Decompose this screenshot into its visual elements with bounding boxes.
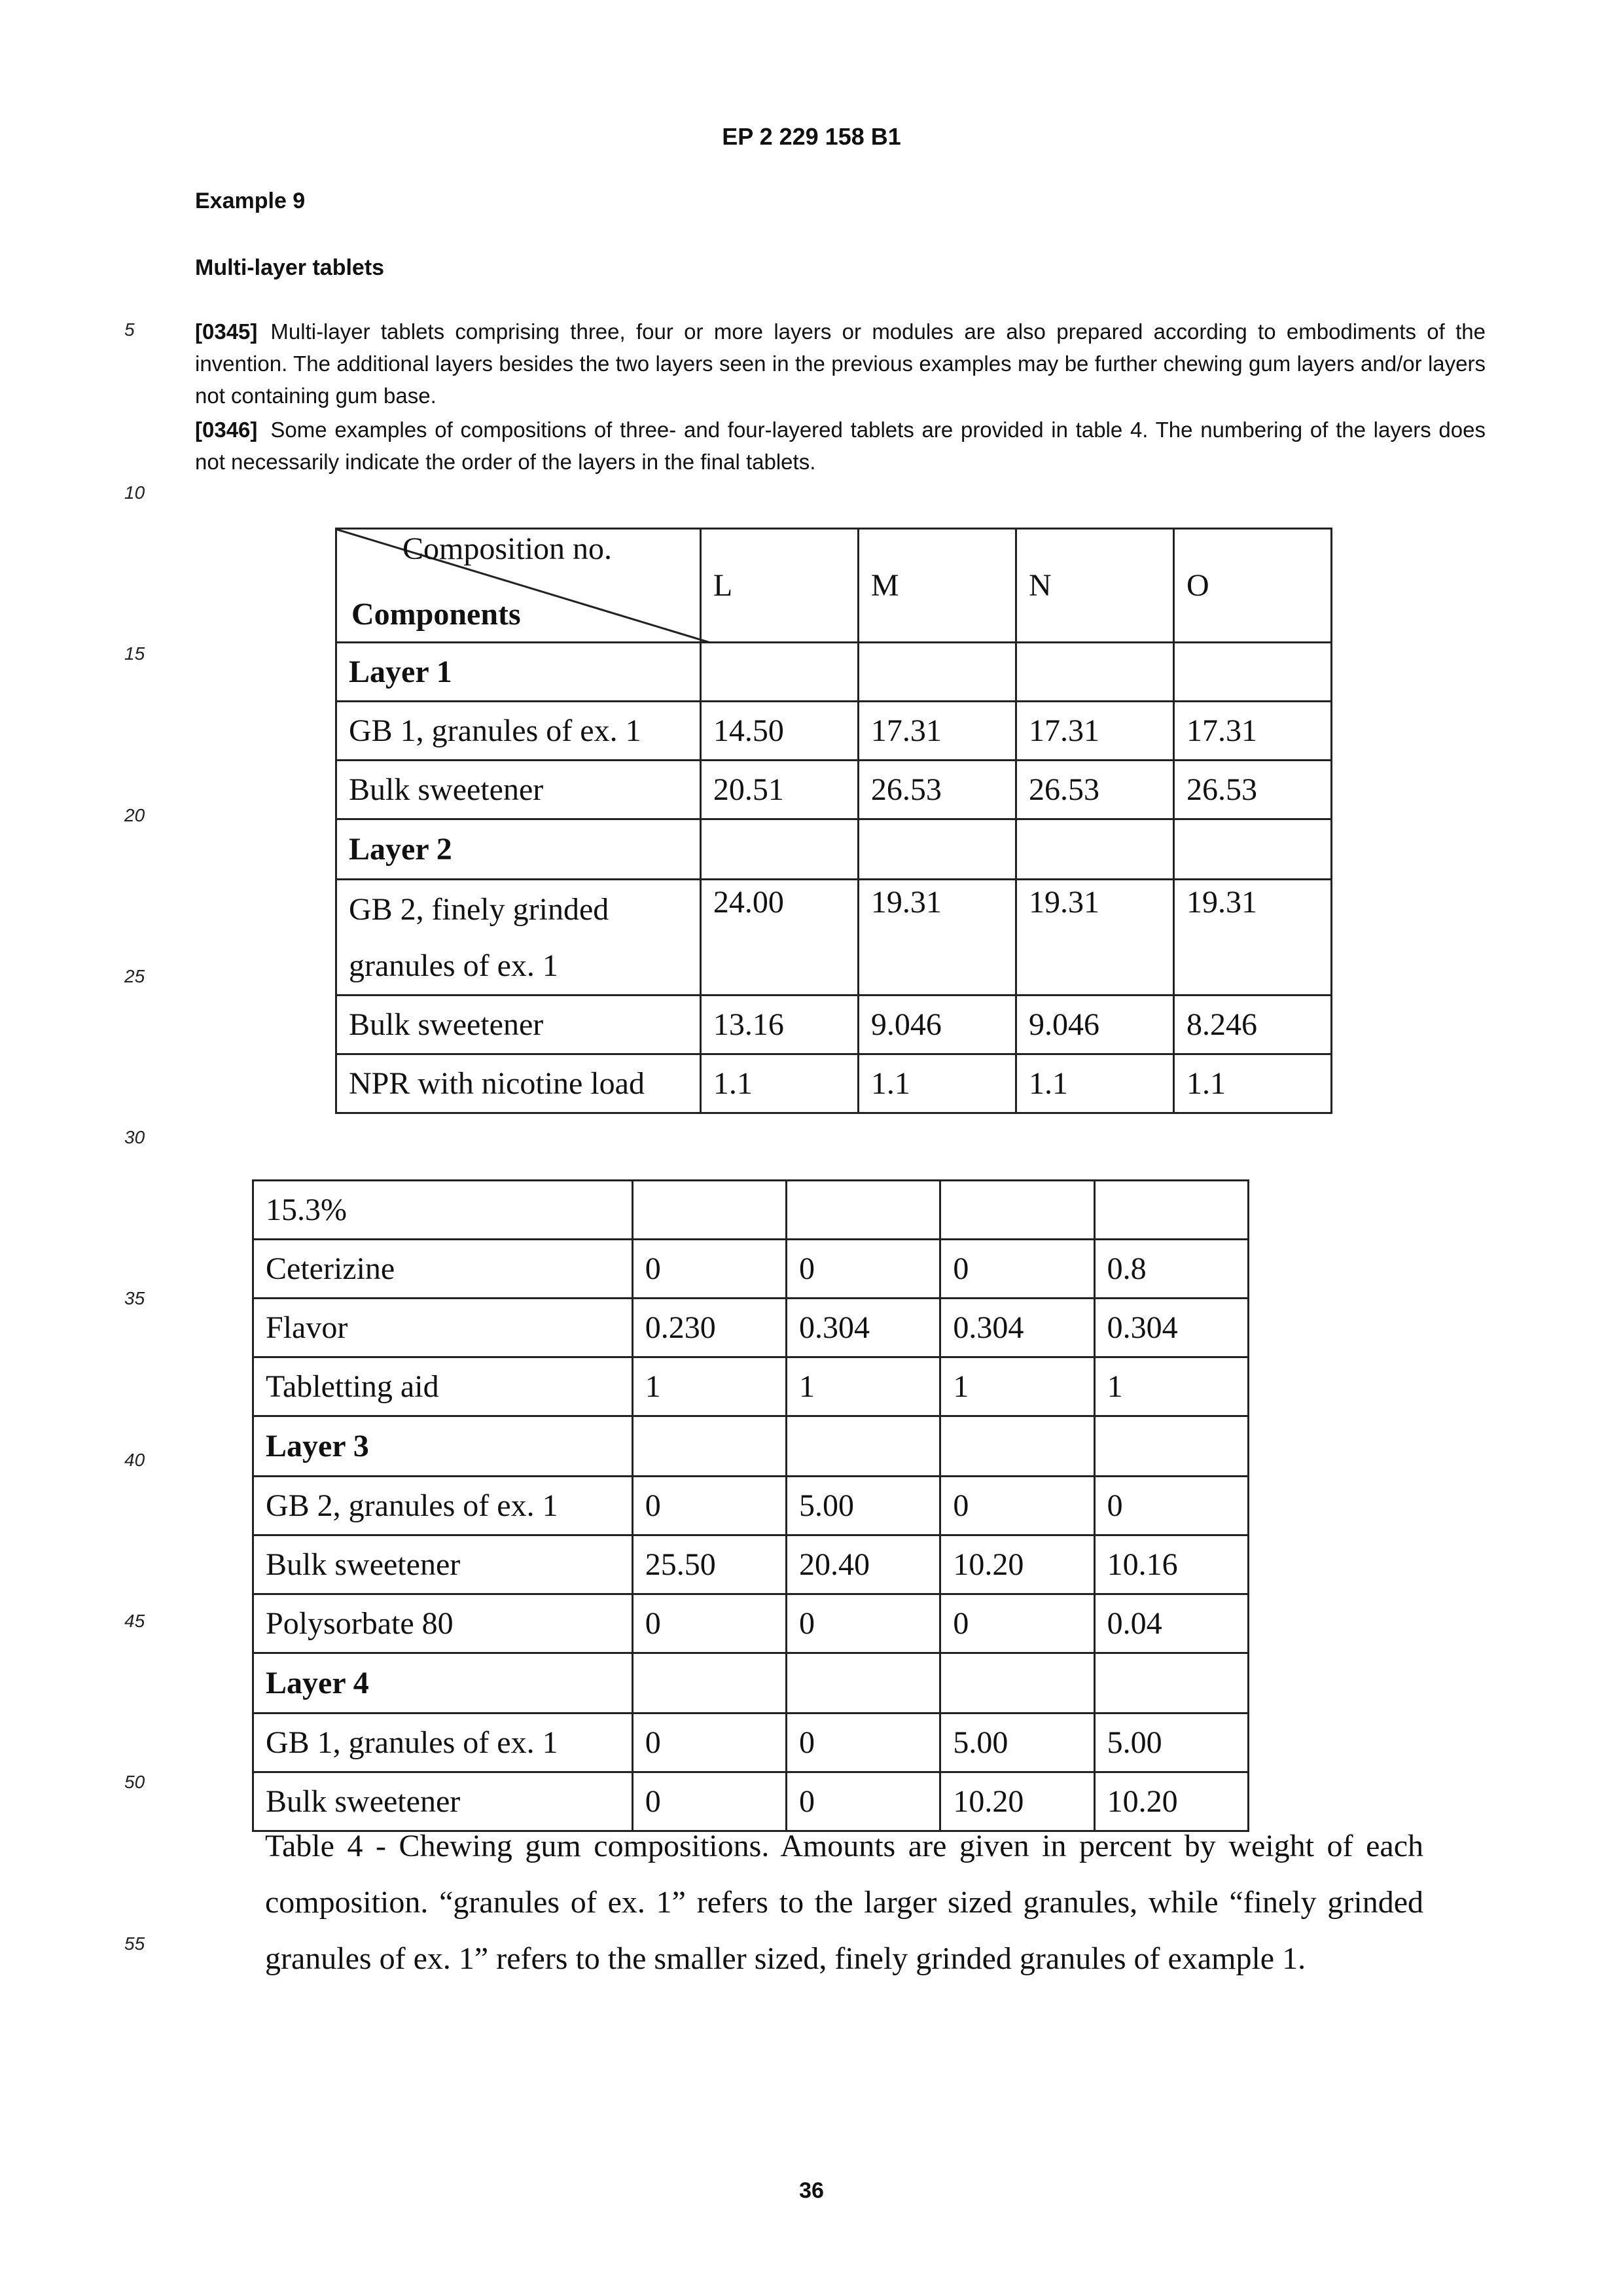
table-cell: 17.31 bbox=[1016, 702, 1173, 761]
table-cell: 5.00 bbox=[1094, 1713, 1248, 1772]
table-cell: 1 bbox=[940, 1357, 1094, 1416]
row-label: Bulk sweetener bbox=[336, 996, 701, 1054]
table-cell: 1.1 bbox=[858, 1054, 1016, 1113]
row-label: GB 2, granules of ex. 1 bbox=[253, 1477, 633, 1535]
table-cell: 1 bbox=[1094, 1357, 1248, 1416]
table-row bbox=[253, 1477, 1249, 1535]
row-label: Bulk sweetener bbox=[336, 761, 701, 819]
row-label: Polysorbate 80 bbox=[253, 1594, 633, 1653]
table-cell: 26.53 bbox=[1016, 761, 1173, 819]
paragraph-text: Multi-layer tablets comprising three, four or more layers or modules are also prepared according to embodiments of the invention. The additional layers besides the two layers seen in the previous examples may be further chewing gum layers and/or layers not containing gum base. bbox=[195, 319, 1486, 408]
table-cell bbox=[858, 819, 1016, 880]
table-cell bbox=[940, 1653, 1094, 1713]
table-cell bbox=[632, 1181, 786, 1240]
table-cell: 10.20 bbox=[1094, 1772, 1248, 1831]
line-number: 10 bbox=[124, 482, 145, 503]
table-cell: 9.046 bbox=[858, 996, 1016, 1054]
table-cell bbox=[700, 819, 858, 880]
composition-table-part1 bbox=[335, 528, 1332, 1114]
table-cell: 1.1 bbox=[1173, 1054, 1331, 1113]
table-cell bbox=[1094, 1416, 1248, 1477]
table-cell: 0.04 bbox=[1094, 1594, 1248, 1653]
line-number: 15 bbox=[124, 643, 145, 664]
table-header-row bbox=[336, 529, 1332, 643]
table-cell bbox=[1094, 1181, 1248, 1240]
table-cell bbox=[1094, 1653, 1248, 1713]
row-label: GB 1, granules of ex. 1 bbox=[253, 1713, 633, 1772]
table-cell: 0 bbox=[632, 1713, 786, 1772]
layer-label: Layer 2 bbox=[336, 819, 701, 880]
table-cell bbox=[787, 1181, 940, 1240]
table-cell: 26.53 bbox=[858, 761, 1016, 819]
table-row bbox=[253, 1416, 1249, 1477]
paragraph-number: [0346] bbox=[195, 418, 258, 442]
table-cell: 0.304 bbox=[787, 1299, 940, 1357]
line-number: 45 bbox=[124, 1611, 145, 1631]
diagonal-header-cell bbox=[336, 529, 701, 643]
table-row bbox=[336, 761, 1332, 819]
table-cell bbox=[940, 1416, 1094, 1477]
table-cell: 0 bbox=[632, 1594, 786, 1653]
table-cell: 0 bbox=[787, 1713, 940, 1772]
table-cell bbox=[787, 1653, 940, 1713]
table-cell: 14.50 bbox=[700, 702, 858, 761]
table-cell: 0 bbox=[632, 1772, 786, 1831]
paragraph-0346 bbox=[195, 414, 1486, 478]
line-number: 40 bbox=[124, 1450, 145, 1470]
row-label: 15.3% bbox=[253, 1181, 633, 1240]
layer-label: Layer 3 bbox=[253, 1416, 633, 1477]
table-row bbox=[253, 1594, 1249, 1653]
example-heading: Example 9 bbox=[195, 188, 306, 213]
row-label: Tabletting aid bbox=[253, 1357, 633, 1416]
table-row bbox=[336, 819, 1332, 880]
table-cell: 5.00 bbox=[787, 1477, 940, 1535]
column-header: M bbox=[858, 529, 1016, 643]
table-cell bbox=[858, 643, 1016, 702]
row-label: Ceterizine bbox=[253, 1240, 633, 1299]
table-row bbox=[336, 702, 1332, 761]
table-cell: 17.31 bbox=[858, 702, 1016, 761]
table-row bbox=[336, 643, 1332, 702]
table-row bbox=[253, 1181, 1249, 1240]
table-row bbox=[253, 1240, 1249, 1299]
paragraph-0345 bbox=[195, 315, 1486, 412]
table-cell: 0.304 bbox=[940, 1299, 1094, 1357]
table-cell: 0.304 bbox=[1094, 1299, 1248, 1357]
layer-label: Layer 1 bbox=[336, 643, 701, 702]
table-cell: 10.20 bbox=[940, 1535, 1094, 1594]
table-cell: 0 bbox=[940, 1594, 1094, 1653]
table-cell bbox=[632, 1653, 786, 1713]
table-cell: 19.31 bbox=[858, 880, 1016, 996]
table-cell: 0.230 bbox=[632, 1299, 786, 1357]
line-number: 50 bbox=[124, 1772, 145, 1792]
table-cell: 0 bbox=[787, 1594, 940, 1653]
table-cell: 19.31 bbox=[1173, 880, 1331, 996]
table-cell: 9.046 bbox=[1016, 996, 1173, 1054]
composition-table-part2 bbox=[252, 1179, 1249, 1832]
table-row bbox=[253, 1535, 1249, 1594]
table-cell: 26.53 bbox=[1173, 761, 1331, 819]
table-row bbox=[253, 1653, 1249, 1713]
table-cell bbox=[1173, 819, 1331, 880]
table-cell: 5.00 bbox=[940, 1713, 1094, 1772]
table-cell: 24.00 bbox=[700, 880, 858, 996]
section-subtitle: Multi-layer tablets bbox=[195, 255, 385, 280]
table-cell: 0 bbox=[940, 1240, 1094, 1299]
line-number: 25 bbox=[124, 966, 145, 986]
table-row bbox=[336, 880, 1332, 996]
row-label: GB 2, finely grinded granules of ex. 1 bbox=[336, 880, 701, 996]
table-row bbox=[253, 1299, 1249, 1357]
table-cell bbox=[1016, 643, 1173, 702]
table-cell: 0 bbox=[787, 1772, 940, 1831]
table-cell: 1 bbox=[787, 1357, 940, 1416]
paragraph-text: Some examples of compositions of three- and four-layered tablets are provided in table 4. The numbering of the layers does not necessarily indicate the order of the layers in the final tablets. bbox=[195, 418, 1486, 474]
composition-no-label: Composition no. bbox=[402, 531, 613, 566]
table-cell: 20.51 bbox=[700, 761, 858, 819]
table-cell: 0 bbox=[632, 1240, 786, 1299]
table-row bbox=[336, 1054, 1332, 1113]
column-header: L bbox=[700, 529, 858, 643]
paragraph-number: [0345] bbox=[195, 319, 258, 344]
table-cell: 0 bbox=[787, 1240, 940, 1299]
page-number: 36 bbox=[799, 2178, 824, 2203]
table-cell: 19.31 bbox=[1016, 880, 1173, 996]
table-cell: 0 bbox=[1094, 1477, 1248, 1535]
table-cell bbox=[787, 1416, 940, 1477]
layer-label: Layer 4 bbox=[253, 1653, 633, 1713]
table-cell bbox=[1016, 819, 1173, 880]
row-label: NPR with nicotine load bbox=[336, 1054, 701, 1113]
table-cell bbox=[632, 1416, 786, 1477]
table-cell: 10.16 bbox=[1094, 1535, 1248, 1594]
table-cell: 8.246 bbox=[1173, 996, 1331, 1054]
row-label: Bulk sweetener bbox=[253, 1535, 633, 1594]
table-cell bbox=[700, 643, 858, 702]
row-label: Bulk sweetener bbox=[253, 1772, 633, 1831]
table-cell: 0 bbox=[940, 1477, 1094, 1535]
line-number: 5 bbox=[124, 319, 135, 340]
table-cell: 13.16 bbox=[700, 996, 858, 1054]
table-cell: 20.40 bbox=[787, 1535, 940, 1594]
table-cell bbox=[940, 1181, 1094, 1240]
table-cell: 0.8 bbox=[1094, 1240, 1248, 1299]
row-label: Flavor bbox=[253, 1299, 633, 1357]
row-label: GB 1, granules of ex. 1 bbox=[336, 702, 701, 761]
line-number: 30 bbox=[124, 1127, 145, 1147]
table-cell: 25.50 bbox=[632, 1535, 786, 1594]
table-row bbox=[336, 996, 1332, 1054]
document-number: EP 2 229 158 B1 bbox=[722, 123, 901, 150]
column-header: N bbox=[1016, 529, 1173, 643]
table-caption: Table 4 - Chewing gum compositions. Amounts are given in percent by weight of each composition. “granules of ex. 1” refers to the larger sized granules, while “finely grinded granules of ex. 1” refers to the smaller sized, finely grinded granules of example 1. bbox=[265, 1829, 1423, 1976]
table-cell: 17.31 bbox=[1173, 702, 1331, 761]
column-header: O bbox=[1173, 529, 1331, 643]
table-cell: 1.1 bbox=[700, 1054, 858, 1113]
table-cell: 1.1 bbox=[1016, 1054, 1173, 1113]
line-number: 35 bbox=[124, 1288, 145, 1308]
components-label: Components bbox=[351, 597, 521, 632]
table-cell: 1 bbox=[632, 1357, 786, 1416]
line-number: 20 bbox=[124, 805, 145, 825]
line-number: 55 bbox=[124, 1933, 145, 1954]
table-row bbox=[253, 1713, 1249, 1772]
table-cell: 0 bbox=[632, 1477, 786, 1535]
table-row bbox=[253, 1357, 1249, 1416]
table-cell: 10.20 bbox=[940, 1772, 1094, 1831]
table-cell bbox=[1173, 643, 1331, 702]
